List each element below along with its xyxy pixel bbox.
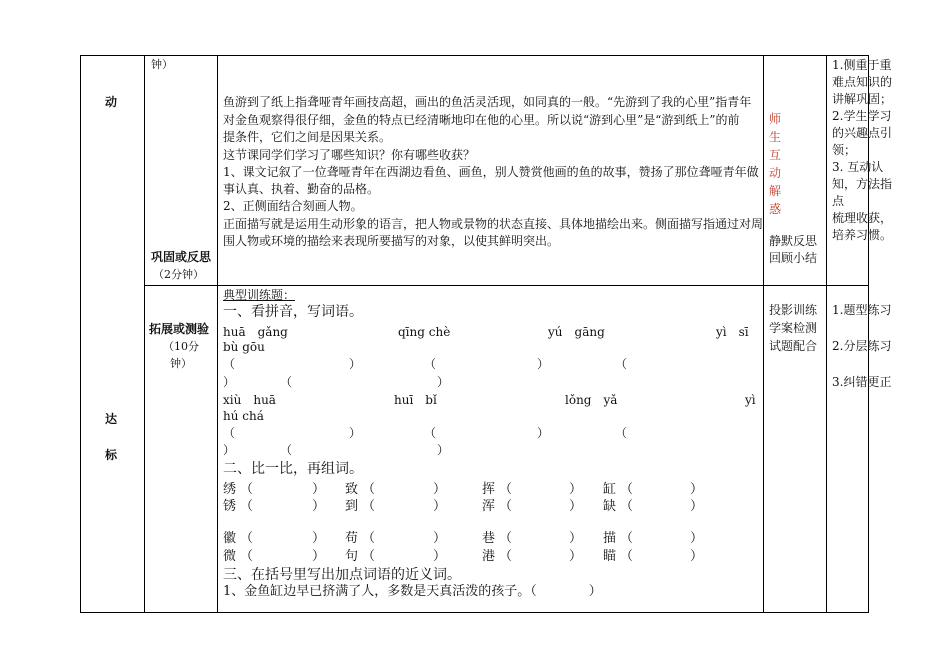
summary-line: 围人物或环境的描绘来表现所要描写的对象，以使其鲜明突出。 xyxy=(223,234,560,248)
compare-char: 浑 xyxy=(482,499,496,514)
paren-close: ） xyxy=(349,426,362,440)
summary-line: 正面描写就是运用生动形象的语言，把人物或景物的状态直接、具体地描绘出来。侧面描写指通过对周 xyxy=(223,217,764,231)
pinyin-5: bù gōu xyxy=(223,340,265,354)
goal-line: 的兴趣点引 xyxy=(832,126,893,140)
reflect-line-a: 静默反思 xyxy=(769,234,818,248)
goal-line: 领； xyxy=(832,143,857,157)
q2-title: 二、比一比，再组词。 xyxy=(223,461,363,477)
summary-line: 2、正侧面结合刻画人物。 xyxy=(223,199,363,213)
col-divider-3 xyxy=(763,55,764,613)
goal-line: 3. 互动认 xyxy=(832,160,884,174)
col-divider-1 xyxy=(144,55,145,613)
extend-time-a: （10分 xyxy=(163,340,199,353)
paren-close: ） xyxy=(349,357,362,371)
vertical-red-char: 惑 xyxy=(769,202,782,216)
paren-open: （ xyxy=(424,357,437,371)
paren-close: ） xyxy=(569,531,583,546)
paren-close: ） xyxy=(312,531,326,546)
paren-open: （ xyxy=(223,357,236,371)
pinyin-4: yì sī xyxy=(716,325,749,339)
paren-close: ） xyxy=(569,499,583,514)
pinyin-2: qīng chè xyxy=(398,325,451,339)
paren-open: （ xyxy=(362,549,376,564)
summary-line: 1、课文记叙了一位聋哑青年在西湖边看鱼、画鱼，别人赞赏他画的鱼的故事，赞扬了那位聋哑青年做 xyxy=(223,165,759,179)
compare-char: 到 xyxy=(345,499,359,514)
stage-top-fragment: 钟） xyxy=(151,58,173,71)
method-line-c: 试题配合 xyxy=(769,339,818,353)
vertical-red-char: 解 xyxy=(769,184,782,198)
paren-close: ） xyxy=(690,531,704,546)
pinyin-9: yì xyxy=(745,393,756,407)
goal-line: 梳理收获， xyxy=(832,211,893,225)
goal-line: 1.侧重于重 xyxy=(832,58,892,72)
summary-line: 提条件，它们之间是因果关系。 xyxy=(223,130,392,144)
paren-open: （ xyxy=(240,531,254,546)
paren-open: （ xyxy=(280,375,293,389)
compare-char: 瞄 xyxy=(603,549,617,564)
paren-close: ） xyxy=(537,426,550,440)
paren-open: （ xyxy=(223,426,236,440)
paren-open: （ xyxy=(620,549,634,564)
paren-close: ） xyxy=(433,482,447,497)
goal-line: 点 xyxy=(832,194,845,208)
vertical-red-char: 师 xyxy=(769,112,782,126)
paren-open: （ xyxy=(240,499,254,514)
paren-open: （ xyxy=(620,499,634,514)
summary-line: 鱼游到了纸上指聋哑青年画技高超，画出的鱼活灵活现，如同真的一般。“先游到了我的心里”指青年 xyxy=(223,95,752,109)
goal-line: 3.纠错更正 xyxy=(832,375,892,389)
paren-close: ） xyxy=(433,549,447,564)
goal-line: 培养习惯。 xyxy=(832,228,893,242)
paren-close: ） xyxy=(312,499,326,514)
paren-close: ） xyxy=(690,482,704,497)
paren-open: （ xyxy=(499,482,513,497)
summary-line: 对金鱼观察得很仔细，金鱼的特点已经清晰地印在他的心里。所以说“游到心里”是“游到纸上”的前 xyxy=(223,113,740,127)
q1-title: 一、看拼音，写词语。 xyxy=(223,304,363,320)
summary-line: 这节课同学们学习了哪些知识？你有哪些收获？ xyxy=(223,148,476,162)
compare-char: 描 xyxy=(603,531,617,546)
goal-line: 知，方法指 xyxy=(832,177,893,191)
paren-open: （ xyxy=(620,531,634,546)
paren-open: （ xyxy=(362,499,376,514)
method-line-a: 投影训练 xyxy=(769,303,818,317)
goal-line: 2.分层练习 xyxy=(832,339,892,353)
paren-close: ） xyxy=(437,443,450,457)
paren-close: ） xyxy=(690,549,704,564)
extend-time-b: 钟） xyxy=(170,357,192,370)
pinyin-6: xiù huā xyxy=(223,393,276,407)
paren-close: ） xyxy=(223,375,236,389)
compare-char: 缸 xyxy=(603,482,617,497)
goal-line: 1.题型练习 xyxy=(832,303,892,317)
paren-close: ） xyxy=(433,531,447,546)
col-divider-4 xyxy=(826,55,827,613)
compare-char: 苟 xyxy=(345,531,359,546)
exercise-heading: 典型训练题： xyxy=(223,288,296,302)
pinyin-1: huā gǎng xyxy=(223,325,288,339)
paren-close: ） xyxy=(569,549,583,564)
table-left-border xyxy=(80,55,81,613)
compare-char: 锈 xyxy=(223,499,237,514)
method-line-b: 学案检测 xyxy=(769,321,818,335)
goal-line: 难点知识的 xyxy=(832,75,893,89)
paren-open: （ xyxy=(280,443,293,457)
vertical-red-char: 生 xyxy=(769,130,782,144)
extend-title: 拓展或测验 xyxy=(149,322,210,336)
compare-char: 句 xyxy=(345,549,359,564)
paren-open: （ xyxy=(615,357,628,371)
goal-line: 讲解巩固； xyxy=(832,92,893,106)
q3-item-1: 1、金鱼缸边早已挤满了人，多数是天真活泼的孩子。（ ） xyxy=(223,584,602,599)
phase-char-biao: 标 xyxy=(105,448,118,462)
row-divider xyxy=(144,285,869,286)
paren-open: （ xyxy=(499,549,513,564)
compare-char: 徽 xyxy=(223,531,237,546)
compare-char: 绣 xyxy=(223,482,237,497)
col-divider-2 xyxy=(217,55,218,613)
paren-close: ） xyxy=(690,499,704,514)
compare-char: 挥 xyxy=(482,482,496,497)
vertical-red-char: 互 xyxy=(769,148,782,162)
goal-line: 2.学生学习 xyxy=(832,109,892,123)
paren-open: （ xyxy=(362,482,376,497)
pinyin-10: hú chá xyxy=(223,409,264,423)
paren-open: （ xyxy=(499,531,513,546)
paren-close: ） xyxy=(312,549,326,564)
summary-line: 事认真、执着、勤奋的品格。 xyxy=(223,182,380,196)
pinyin-7: huī bǐ xyxy=(394,393,437,407)
q3-title: 三、在括号里写出加点词语的近义词。 xyxy=(223,567,461,583)
vertical-red-char: 动 xyxy=(769,166,782,180)
paren-close: ） xyxy=(437,375,450,389)
phase-char-da: 达 xyxy=(105,412,118,426)
compare-char: 微 xyxy=(223,549,237,564)
paren-close: ） xyxy=(569,482,583,497)
consolidate-time: （2分钟） xyxy=(153,268,204,281)
paren-open: （ xyxy=(362,531,376,546)
compare-char: 巷 xyxy=(482,531,496,546)
phase-char-dong: 动 xyxy=(105,95,118,109)
paren-open: （ xyxy=(424,426,437,440)
table-top-border xyxy=(80,55,869,56)
paren-close: ） xyxy=(312,482,326,497)
pinyin-3: yú gāng xyxy=(548,325,605,339)
paren-open: （ xyxy=(620,482,634,497)
compare-char: 港 xyxy=(482,549,496,564)
paren-close: ） xyxy=(223,443,236,457)
paren-close: ） xyxy=(537,357,550,371)
table-bottom-border xyxy=(80,612,869,613)
consolidate-title: 巩固或反思 xyxy=(151,250,212,264)
reflect-line-b: 回顾小结 xyxy=(769,251,818,265)
compare-char: 缺 xyxy=(603,499,617,514)
pinyin-8: lǒng yǎ xyxy=(565,393,618,407)
paren-open: （ xyxy=(240,482,254,497)
compare-char: 致 xyxy=(345,482,359,497)
paren-close: ） xyxy=(433,499,447,514)
paren-open: （ xyxy=(615,426,628,440)
paren-open: （ xyxy=(240,549,254,564)
paren-open: （ xyxy=(499,499,513,514)
